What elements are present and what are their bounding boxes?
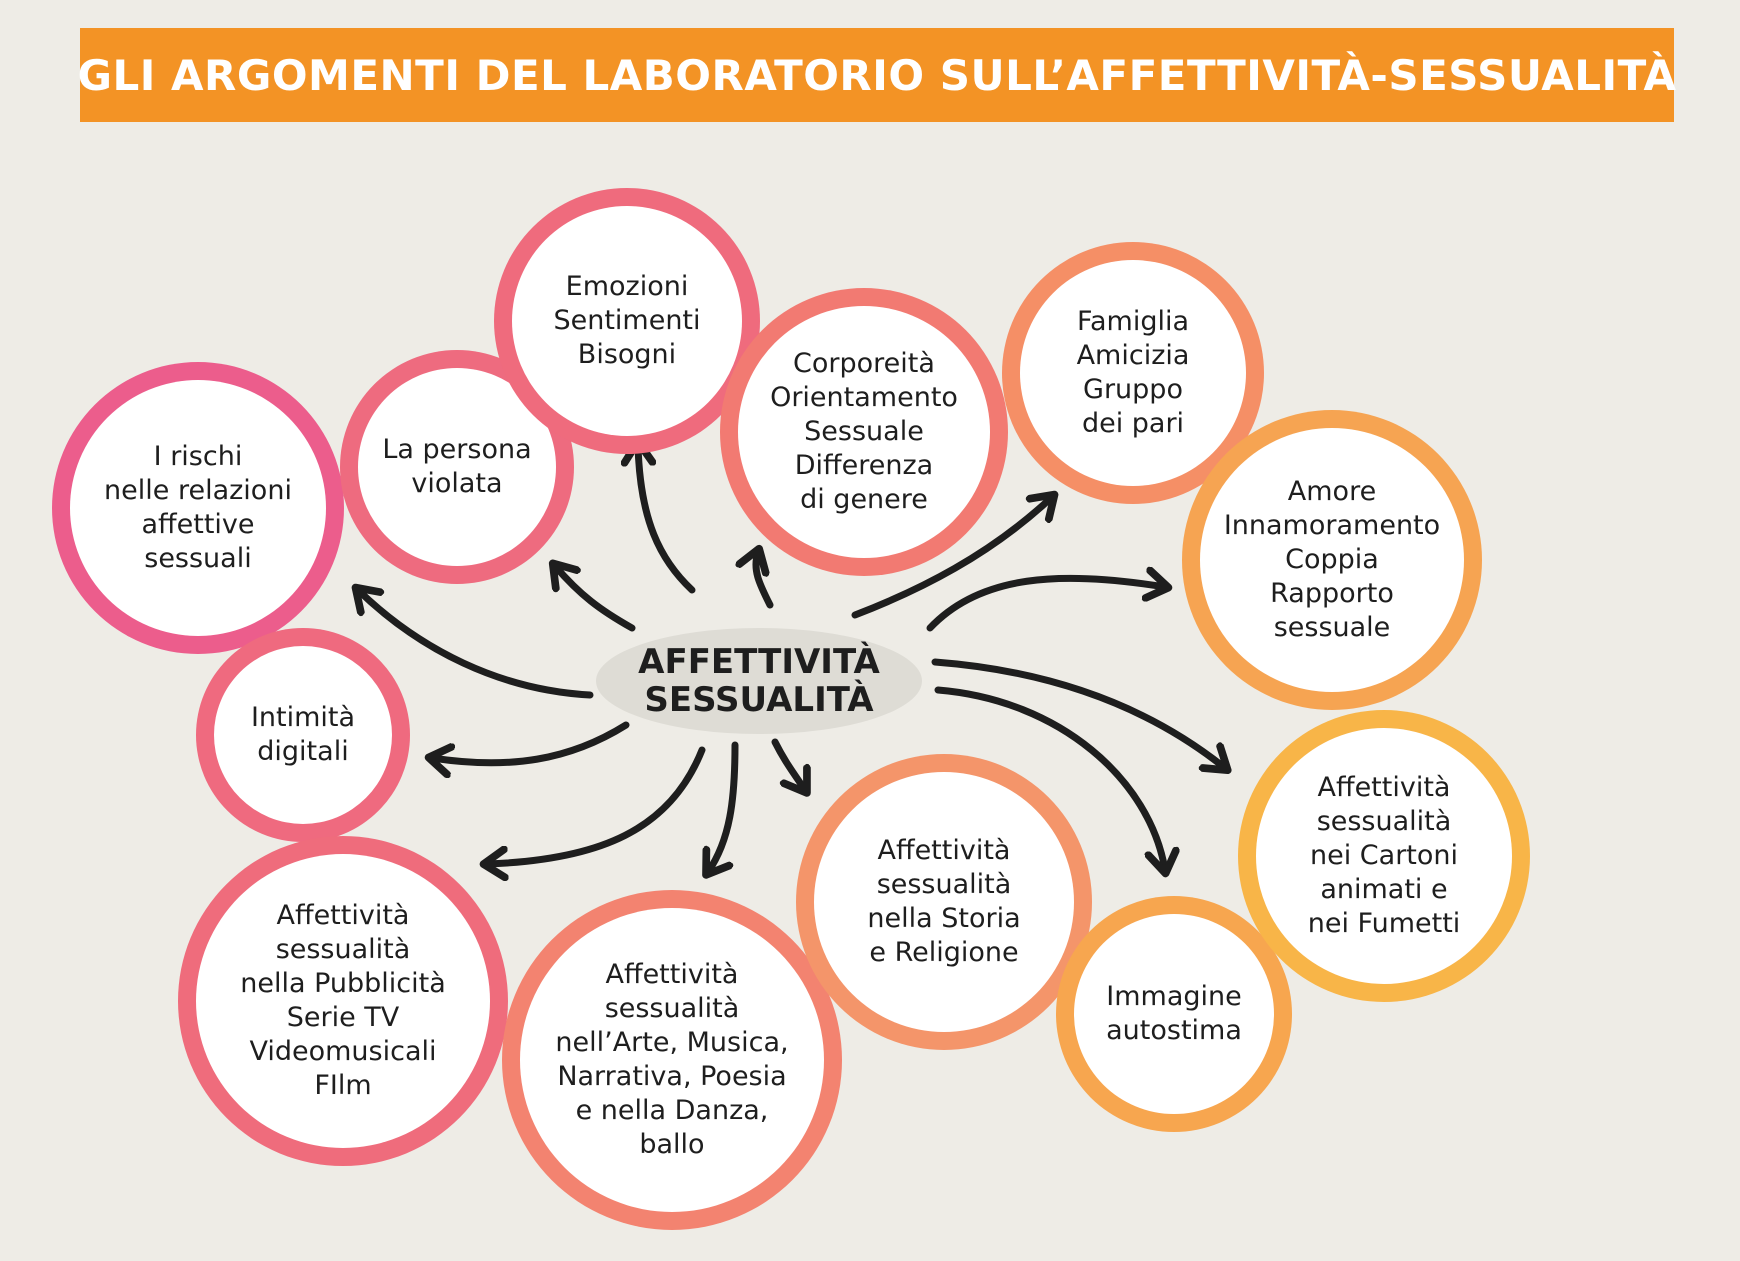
topic-label: Amore Innamoramento Coppia Rapporto sessuale [1223, 476, 1441, 643]
topic-cartoni [1238, 710, 1530, 1002]
topic-label: Affettività sessualità nell’Arte, Musica, Narrativa, Poesia e nella Danza, ballo [555, 959, 789, 1160]
center-hub [596, 628, 922, 734]
topic-corporeita [720, 288, 1008, 576]
topic-label: Affettività sessualità nella Pubblicità Serie TV Videomusicali FIlm [240, 900, 446, 1101]
arrow-to-intimita [432, 725, 626, 763]
topic-label: I rischi nelle relazioni affettive sessuali [104, 441, 292, 574]
topic-label: Corporeità Orientamento Sessuale Differenza di genere [770, 348, 958, 515]
topic-label: Immagine autostima [1106, 981, 1242, 1046]
topic-label: Famiglia Amicizia Gruppo dei pari [1076, 306, 1190, 439]
arrow-to-cartoni [935, 662, 1225, 768]
center-label: AFFETTIVITÀ SESSUALITÀ [638, 642, 880, 720]
topic-arte [502, 890, 842, 1230]
arrow-to-pubblicita [487, 750, 702, 864]
arrow-to-corporeita [756, 552, 770, 605]
topic-label: Affettività sessualità nei Cartoni animati e nei Fumetti [1307, 772, 1461, 939]
topic-label: Affettività sessualità nella Storia e Religione [867, 835, 1021, 968]
topic-label: Emozioni Sentimenti Bisogni [553, 271, 701, 370]
arrow-to-arte [708, 745, 735, 872]
topic-rischi [52, 362, 344, 654]
topic-label: La persona violata [382, 434, 532, 499]
arrow-to-storia [775, 742, 805, 790]
topic-intimita [196, 628, 410, 842]
page-title: GLI ARGOMENTI DEL LABORATORIO SULL’AFFETTIVITÀ-SESSUALITÀ [77, 50, 1677, 100]
topic-immagine [1056, 896, 1292, 1132]
arrow-to-persona-violata [555, 566, 632, 628]
topic-pubblicita [178, 836, 508, 1166]
arrow-to-amore [930, 578, 1165, 628]
arrow-to-emozioni [638, 445, 692, 590]
topic-label: Intimità digitali [250, 702, 356, 767]
topic-storia [796, 754, 1092, 1050]
topic-amore [1182, 410, 1482, 710]
